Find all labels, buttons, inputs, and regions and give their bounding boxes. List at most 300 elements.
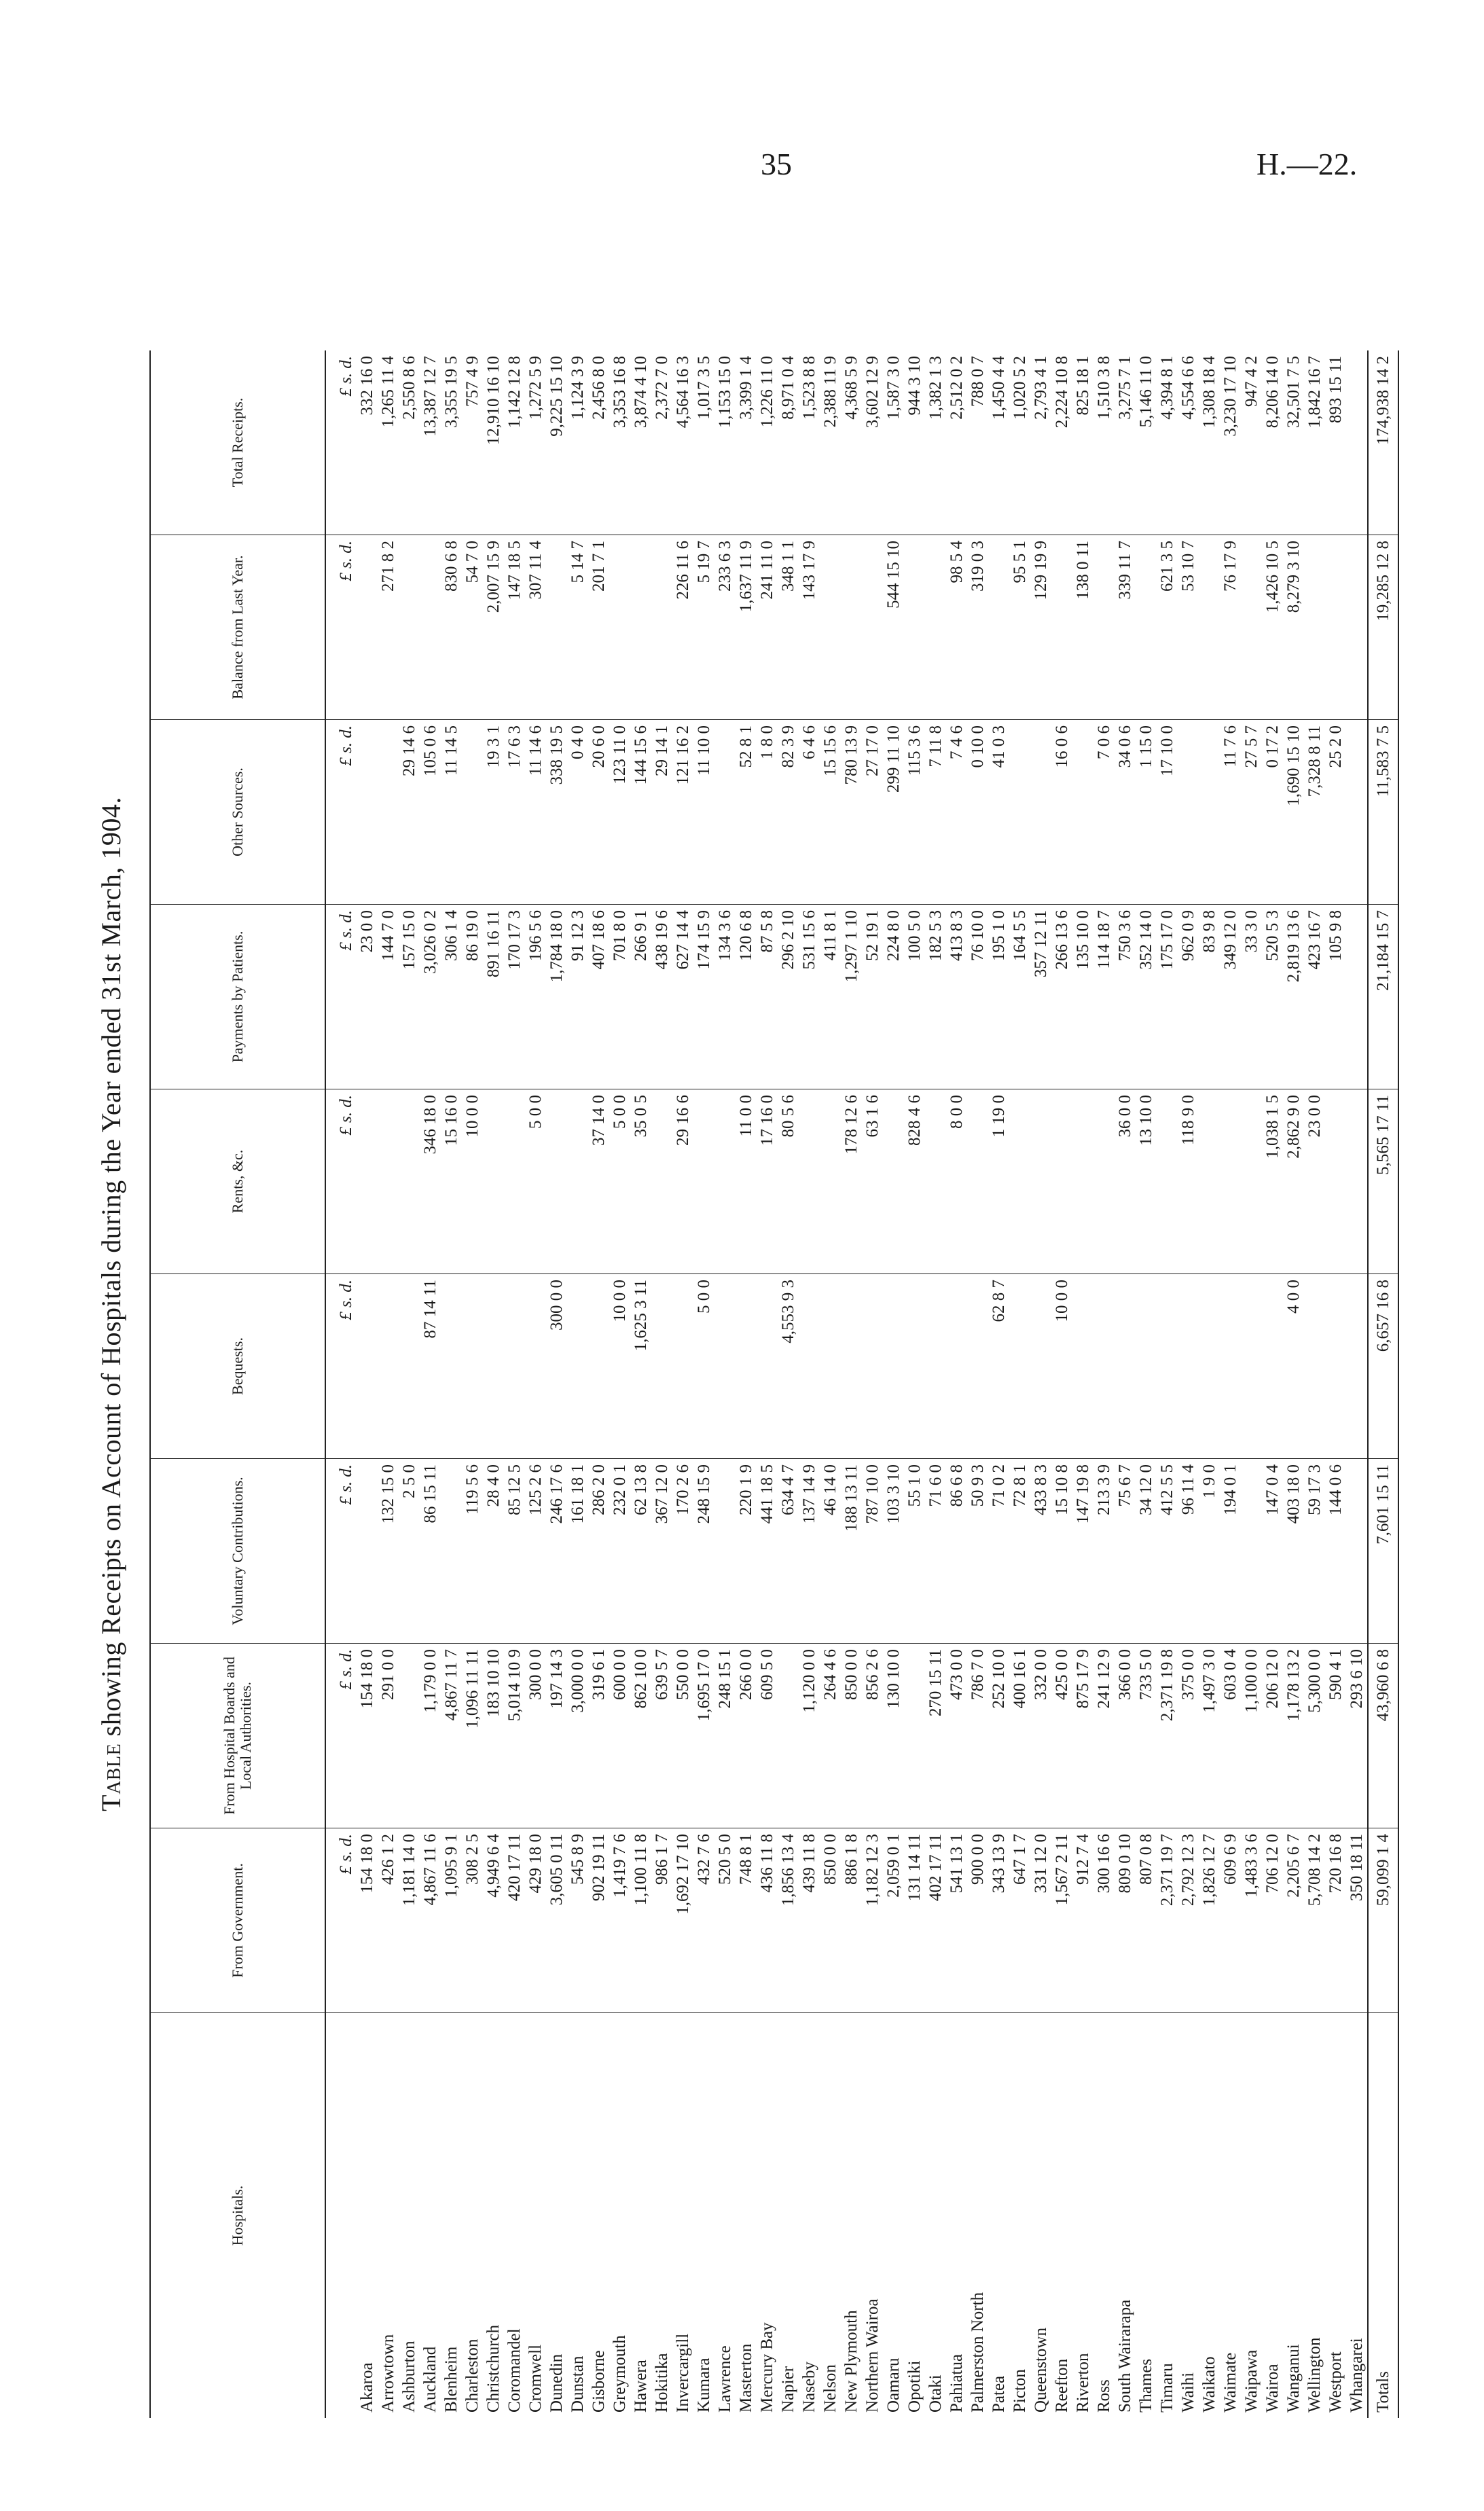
money-cell	[378, 720, 399, 905]
money-cell	[1199, 1089, 1220, 1274]
table-row	[1304, 350, 1325, 2418]
money-cell: 71 0 2	[988, 1459, 1009, 1644]
money-cell	[1325, 535, 1346, 720]
table-row	[420, 350, 441, 2418]
money-cell: 1 15 0	[1136, 720, 1157, 905]
money-cell: 828 4 6	[904, 1089, 925, 1274]
money-cell	[1241, 1459, 1262, 1644]
money-cell: 183 10 10	[483, 1644, 504, 1828]
money-cell: 627 14 4	[672, 905, 693, 1089]
money-cell: 9,225 15 10	[547, 356, 566, 437]
money-cell: 748 8 1	[736, 1828, 757, 2013]
hospital-name: Coromandel	[504, 2013, 525, 2419]
money-cell: 29 14 1	[651, 720, 672, 905]
money-cell	[1346, 905, 1368, 1089]
money-cell: 2,372 7 0	[653, 356, 671, 420]
hospital-name: New Plymouth	[841, 2013, 862, 2419]
money-cell	[967, 1089, 988, 1274]
money-cell: 224 8 0	[883, 905, 904, 1089]
money-cell: 293 6 10	[1346, 1644, 1368, 1828]
money-cell: 1,625 3 11	[630, 1274, 651, 1459]
money-cell: 357 12 11	[1030, 905, 1051, 1089]
hospital-name: Waipawa	[1241, 2013, 1262, 2419]
money-cell: 4,564 16 3	[674, 356, 692, 429]
money-cell	[1136, 535, 1157, 720]
money-cell: 135 10 0	[1072, 905, 1093, 1089]
money-cell: 306 1 4	[441, 905, 462, 1089]
money-cell: 131 14 11	[904, 1828, 925, 2013]
money-cell	[357, 720, 378, 905]
money-cell: 16 0 6	[1051, 720, 1072, 905]
money-cell: 1,450 4 4	[990, 356, 1008, 420]
money-cell: 1,483 3 6	[1241, 1828, 1262, 2013]
money-cell: 429 18 0	[525, 1828, 546, 2013]
money-cell: 291 0 0	[378, 1644, 399, 1828]
money-cell: 436 11 8	[757, 1828, 778, 2013]
money-cell	[1220, 1089, 1241, 1274]
money-cell: 432 7 6	[693, 1828, 714, 2013]
money-cell: 986 1 7	[651, 1828, 672, 2013]
money-cell: 2,793 4 1	[1032, 356, 1050, 420]
money-cell: 33 3 0	[1241, 905, 1262, 1089]
money-cell: 197 14 3	[546, 1644, 567, 1828]
money-cell: 886 1 8	[841, 1828, 862, 2013]
table-row	[1283, 350, 1304, 2418]
hospital-name: Ashburton	[399, 2013, 420, 2419]
money-cell	[1346, 535, 1368, 720]
money-cell	[483, 1274, 504, 1459]
money-cell: 2,059 0 1	[883, 1828, 904, 2013]
money-cell: 115 3 6	[904, 720, 925, 905]
money-cell: 86 19 0	[462, 905, 483, 1089]
money-cell: 1,567 2 11	[1051, 1828, 1072, 2013]
money-cell: 1,690 15 10	[1283, 720, 1304, 905]
money-cell: 2,371 19 8	[1157, 1644, 1178, 1828]
money-cell: 1,153 15 0	[716, 356, 734, 429]
money-cell: 188 13 11	[841, 1459, 862, 1644]
money-cell: 1 8 0	[757, 720, 778, 905]
money-cell: 757 4 9	[463, 356, 482, 407]
money-cell	[1241, 1274, 1262, 1459]
money-cell: 300 16 6	[1093, 1828, 1115, 2013]
money-cell	[1325, 1274, 1346, 1459]
money-cell: 7 11 8	[925, 720, 946, 905]
hospital-name: Wairoa	[1262, 2013, 1283, 2419]
money-cell: 433 8 3	[1030, 1459, 1051, 1644]
table-row	[1199, 350, 1220, 2418]
money-cell: 2,819 13 6	[1283, 905, 1304, 1089]
money-cell	[357, 535, 378, 720]
hospital-name: Pahiatua	[946, 2013, 967, 2419]
money-cell: 20 6 0	[588, 720, 609, 905]
money-cell	[651, 535, 672, 720]
money-cell: 544 15 10	[883, 535, 904, 720]
money-cell: 3,230 17 10	[1221, 356, 1239, 437]
units-label: £ s. d.	[325, 720, 357, 905]
money-cell	[1178, 1274, 1199, 1459]
money-cell: 1,142 12 8	[505, 356, 524, 429]
money-cell	[820, 535, 841, 720]
col-rents: Rents, &c.	[150, 1089, 325, 1274]
money-cell: 130 10 0	[883, 1644, 904, 1828]
units-label: £ s. d.	[337, 356, 355, 397]
money-cell: 91 12 3	[567, 905, 588, 1089]
money-cell: 43,960 6 8	[1368, 1644, 1398, 1828]
money-cell: 36 0 0	[1115, 1089, 1136, 1274]
money-cell: 1,587 3 0	[884, 356, 903, 420]
totals-row	[1368, 350, 1398, 2418]
money-cell	[1304, 535, 1325, 720]
hospital-name: Kumara	[693, 2013, 714, 2419]
table-row	[778, 350, 799, 2418]
money-cell: 3,399 1 4	[737, 356, 755, 420]
money-cell: 439 11 8	[799, 1828, 820, 2013]
money-cell: 413 8 3	[946, 905, 967, 1089]
money-cell: 366 0 0	[1115, 1644, 1136, 1828]
money-cell: 264 4 6	[820, 1644, 841, 1828]
hospital-name: Westport	[1325, 2013, 1346, 2419]
money-cell: 10 0 0	[1051, 1274, 1072, 1459]
hospital-name: Hokitika	[651, 2013, 672, 2419]
money-cell: 182 5 3	[925, 905, 946, 1089]
money-cell	[567, 1274, 588, 1459]
money-cell: 266 9 1	[630, 905, 651, 1089]
money-cell	[1030, 1089, 1051, 1274]
money-cell	[1136, 1274, 1157, 1459]
money-cell	[925, 1274, 946, 1459]
money-cell: 19 3 1	[483, 720, 504, 905]
money-cell	[799, 1274, 820, 1459]
money-cell: 590 4 1	[1325, 1644, 1346, 1828]
table-row	[1346, 350, 1368, 2418]
money-cell: 7 0 6	[1093, 720, 1115, 905]
money-cell: 5 0 0	[525, 1089, 546, 1274]
money-cell: 3,605 0 11	[546, 1828, 567, 2013]
money-cell: 893 15 11	[1326, 356, 1345, 424]
hospital-name: Ross	[1093, 2013, 1115, 2419]
money-cell	[483, 1089, 504, 1274]
money-cell: 8 0 0	[946, 1089, 967, 1274]
money-cell: 11 10 0	[693, 720, 714, 905]
money-cell: 473 0 0	[946, 1644, 967, 1828]
money-cell	[357, 1274, 378, 1459]
money-cell	[1262, 1274, 1283, 1459]
money-cell	[799, 1089, 820, 1274]
money-cell	[630, 535, 651, 720]
money-cell: 1,856 13 4	[778, 1828, 799, 2013]
hospital-name: Lawrence	[714, 2013, 736, 2419]
money-cell: 1,637 11 9	[736, 535, 757, 720]
money-cell: 1,842 16 7	[1305, 356, 1324, 429]
money-cell: 2 5 0	[399, 1459, 420, 1644]
hospital-name: Waihi	[1178, 2013, 1199, 2419]
col-other: Other Sources.	[150, 720, 325, 905]
money-cell	[1346, 350, 1368, 535]
money-cell: 400 16 1	[1009, 1644, 1030, 1828]
money-cell: 1,038 1 5	[1262, 1089, 1283, 1274]
money-cell: 787 10 0	[862, 1459, 883, 1644]
money-cell: 27 5 7	[1241, 720, 1262, 905]
money-cell: 170 17 3	[504, 905, 525, 1089]
money-cell: 270 15 11	[925, 1644, 946, 1828]
money-cell: 248 15 1	[714, 1644, 736, 1828]
money-cell: 1 19 0	[988, 1089, 1009, 1274]
money-cell: 4,949 6 4	[483, 1828, 504, 2013]
money-cell: 137 14 9	[799, 1459, 820, 1644]
units-label: £ s. d.	[325, 905, 357, 1089]
money-cell: 296 2 10	[778, 905, 799, 1089]
money-cell: 733 5 0	[1136, 1644, 1157, 1828]
money-cell	[841, 1274, 862, 1459]
money-cell: 1,179 0 0	[420, 1644, 441, 1828]
hospital-name: Waimate	[1220, 2013, 1241, 2419]
money-cell: 1,523 8 8	[800, 356, 818, 420]
hospital-name: Masterton	[736, 2013, 757, 2419]
money-cell: 72 8 1	[1009, 1459, 1030, 1644]
money-cell	[1093, 1274, 1115, 1459]
money-cell: 71 6 0	[925, 1459, 946, 1644]
title-rest: showing Receipts on Account of Hospitals during the Year ended 31st March, 1904.	[96, 797, 126, 1737]
money-cell: 8,279 3 10	[1283, 535, 1304, 720]
money-cell: 266 13 6	[1051, 905, 1072, 1089]
money-cell: 2,512 0 2	[947, 356, 966, 420]
money-cell	[841, 535, 862, 720]
money-cell: 96 11 4	[1178, 1459, 1199, 1644]
hospital-name: Wellington	[1304, 2013, 1325, 2419]
money-cell: 6,657 16 8	[1368, 1274, 1398, 1459]
table-row	[1009, 350, 1030, 2418]
money-cell: 12,910 16 10	[484, 356, 503, 446]
table-row	[820, 350, 841, 2418]
money-cell: 788 0 7	[969, 356, 987, 407]
money-cell: 441 18 5	[757, 1459, 778, 1644]
money-cell: 3,353 16 8	[611, 356, 629, 429]
money-cell	[925, 535, 946, 720]
money-cell	[1346, 720, 1368, 905]
money-cell	[1241, 535, 1262, 720]
money-cell: 54 7 0	[462, 535, 483, 720]
col-payments: Payments by Patients.	[150, 905, 325, 1089]
money-cell: 634 4 7	[778, 1459, 799, 1644]
money-cell: 53 10 7	[1178, 535, 1199, 720]
money-cell: 29 16 6	[672, 1089, 693, 1274]
money-cell: 19,285 12 8	[1368, 535, 1398, 720]
money-cell	[420, 535, 441, 720]
money-cell	[862, 1274, 883, 1459]
money-cell: 11 7 6	[1220, 720, 1241, 905]
money-cell	[904, 535, 925, 720]
units-label: £ s. d.	[325, 1828, 357, 2013]
money-cell: 2,224 10 8	[1053, 356, 1071, 429]
table-row	[483, 350, 504, 2418]
money-cell: 4,867 11 6	[420, 1828, 441, 2013]
table-row	[525, 350, 546, 2418]
money-cell: 1,297 1 10	[841, 905, 862, 1089]
money-cell: 339 11 7	[1115, 535, 1136, 720]
money-cell	[1304, 1274, 1325, 1459]
money-cell: 5,014 10 9	[504, 1644, 525, 1828]
money-cell: 15 16 0	[441, 1089, 462, 1274]
money-cell: 332 0 0	[1030, 1644, 1051, 1828]
money-cell: 550 0 0	[672, 1644, 693, 1828]
hospital-name: Nelson	[820, 2013, 841, 2419]
money-cell: 545 8 9	[567, 1828, 588, 2013]
table-row	[1178, 350, 1199, 2418]
money-cell: 21,184 15 7	[1368, 905, 1398, 1089]
money-cell: 2,792 12 3	[1178, 1828, 1199, 2013]
money-cell: 2,371 19 7	[1157, 1828, 1178, 2013]
money-cell	[651, 1274, 672, 1459]
money-cell: 134 3 6	[714, 905, 736, 1089]
units-label: £ s. d.	[325, 1459, 357, 1644]
money-cell: 83 9 8	[1199, 905, 1220, 1089]
money-cell	[399, 1274, 420, 1459]
money-cell: 62 8 7	[988, 1274, 1009, 1459]
money-cell: 154 18 0	[357, 1644, 378, 1828]
header-row	[150, 350, 325, 2418]
money-cell: 412 5 5	[1157, 1459, 1178, 1644]
money-cell: 13,387 12 7	[421, 356, 439, 437]
money-cell: 252 10 0	[988, 1644, 1009, 1828]
money-cell: 114 18 7	[1093, 905, 1115, 1089]
money-cell: 161 18 1	[567, 1459, 588, 1644]
money-cell: 86 15 11	[420, 1459, 441, 1644]
money-cell: 85 12 5	[504, 1459, 525, 1644]
table-row	[399, 350, 420, 2418]
money-cell: 850 0 0	[841, 1644, 862, 1828]
money-cell: 4,368 5 9	[842, 356, 861, 420]
money-cell	[1199, 1274, 1220, 1459]
money-cell: 1,124 3 9	[568, 356, 587, 420]
money-cell: 6 4 6	[799, 720, 820, 905]
money-cell	[1220, 1274, 1241, 1459]
table-row	[441, 350, 462, 2418]
money-cell: 29 14 6	[399, 720, 420, 905]
money-cell: 809 0 10	[1115, 1828, 1136, 2013]
money-cell	[357, 1459, 378, 1644]
money-cell	[504, 1089, 525, 1274]
money-cell	[883, 1089, 904, 1274]
table-row	[1072, 350, 1093, 2418]
money-cell: 37 14 0	[588, 1089, 609, 1274]
money-cell: 825 18 1	[1074, 356, 1092, 416]
money-cell: 1,100 0 0	[1241, 1644, 1262, 1828]
money-cell: 132 15 0	[378, 1459, 399, 1644]
money-cell: 1,017 3 5	[695, 356, 713, 420]
money-cell: 850 0 0	[820, 1828, 841, 2013]
money-cell: 98 5 4	[946, 535, 967, 720]
money-cell: 15 15 6	[820, 720, 841, 905]
money-cell: 76 17 9	[1220, 535, 1241, 720]
table-row	[588, 350, 609, 2418]
money-cell: 125 2 6	[525, 1459, 546, 1644]
money-cell: 300 0 0	[525, 1644, 546, 1828]
money-cell	[1157, 1274, 1178, 1459]
hospital-name: Thames	[1136, 2013, 1157, 2419]
money-cell	[714, 720, 736, 905]
money-cell: 3,355 19 5	[442, 356, 460, 429]
table-row	[1241, 350, 1262, 2418]
money-cell: 750 3 6	[1115, 905, 1136, 1089]
money-cell: 10 0 0	[609, 1274, 630, 1459]
money-cell: 4,394 8 1	[1158, 356, 1176, 420]
table-row	[630, 350, 651, 2418]
col-voluntary: Voluntary Contributions.	[150, 1459, 325, 1644]
money-cell: 103 3 10	[883, 1459, 904, 1644]
money-cell	[946, 1274, 967, 1459]
receipts-table	[149, 350, 1399, 2418]
money-cell: 299 11 10	[883, 720, 904, 905]
money-cell	[967, 1274, 988, 1459]
money-cell: 144 7 0	[378, 905, 399, 1089]
table-row	[378, 350, 399, 2418]
money-cell: 1,265 11 4	[379, 356, 397, 428]
money-cell	[714, 1089, 736, 1274]
table-row	[357, 350, 378, 2418]
money-cell: 420 17 11	[504, 1828, 525, 2013]
table-row	[1157, 350, 1178, 2418]
money-cell: 196 5 6	[525, 905, 546, 1089]
money-cell: 3,026 0 2	[420, 905, 441, 1089]
money-cell: 621 3 5	[1157, 535, 1178, 720]
table-row	[1030, 350, 1051, 2418]
money-cell	[1030, 1274, 1051, 1459]
money-cell: 52 8 1	[736, 720, 757, 905]
money-cell: 147 19 8	[1072, 1459, 1093, 1644]
money-cell: 5,708 14 2	[1304, 1828, 1325, 2013]
money-cell	[504, 1274, 525, 1459]
money-cell: 100 5 0	[904, 905, 925, 1089]
money-cell: 349 12 0	[1220, 905, 1241, 1089]
money-cell: 1,020 5 2	[1011, 356, 1029, 420]
table-row	[1115, 350, 1136, 2418]
hospital-name: Dunedin	[546, 2013, 567, 2419]
money-cell: 13 10 0	[1136, 1089, 1157, 1274]
table-row	[925, 350, 946, 2418]
money-cell	[462, 1274, 483, 1459]
money-cell: 425 0 0	[1051, 1644, 1072, 1828]
money-cell: 175 17 0	[1157, 905, 1178, 1089]
table-row	[862, 350, 883, 2418]
units-label: £ s. d.	[325, 1644, 357, 1828]
col-balance: Balance from Last Year.	[150, 535, 325, 720]
money-cell	[1072, 720, 1093, 905]
money-cell: 520 5 0	[714, 1828, 736, 2013]
money-cell: 50 9 3	[967, 1459, 988, 1644]
money-cell: 375 0 0	[1178, 1644, 1199, 1828]
money-cell	[441, 1274, 462, 1459]
money-cell	[546, 1089, 567, 1274]
hospital-name: Queenstown	[1030, 2013, 1051, 2419]
money-cell: 87 5 8	[757, 905, 778, 1089]
money-cell	[757, 1274, 778, 1459]
table-row	[988, 350, 1009, 2418]
money-cell: 25 2 0	[1325, 720, 1346, 905]
money-cell: 120 6 8	[736, 905, 757, 1089]
money-cell: 271 8 2	[378, 535, 399, 720]
col-boards: From Hospital Boards and Local Authorities.	[150, 1644, 325, 1828]
money-cell: 3,602 12 9	[863, 356, 882, 429]
money-cell: 195 1 0	[988, 905, 1009, 1089]
money-cell: 520 5 3	[1262, 905, 1283, 1089]
money-cell	[1346, 1089, 1368, 1274]
money-cell: 706 12 0	[1262, 1828, 1283, 2013]
money-cell: 164 5 5	[1009, 905, 1030, 1089]
hospital-name: Akaroa	[357, 2013, 378, 2419]
money-cell: 3,000 0 0	[567, 1644, 588, 1828]
money-cell: 319 6 1	[588, 1644, 609, 1828]
money-cell: 41 0 3	[988, 720, 1009, 905]
